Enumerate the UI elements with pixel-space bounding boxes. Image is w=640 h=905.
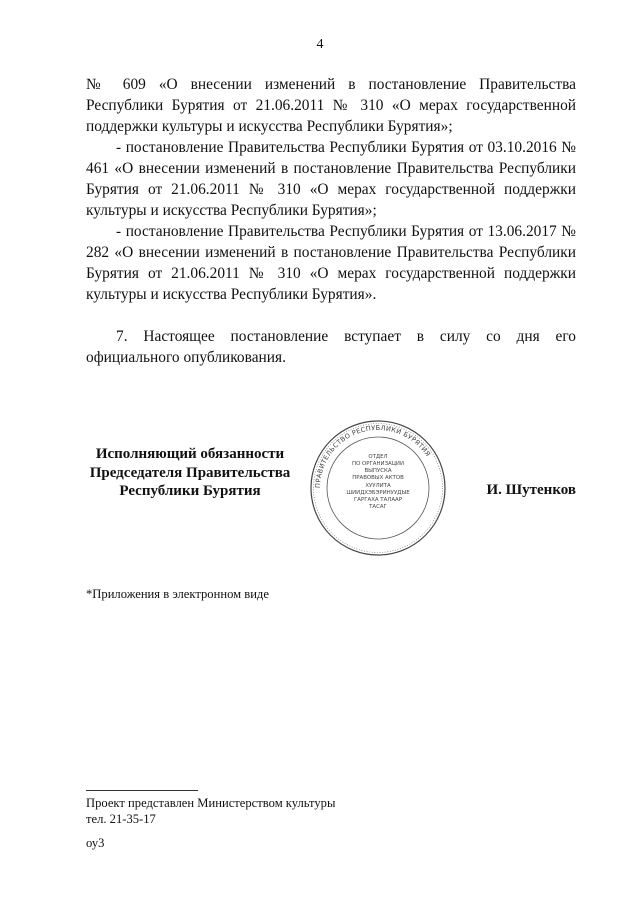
footer-divider	[86, 790, 198, 791]
seal-line-8: ТАСАГ	[369, 504, 387, 510]
seal-center-text	[346, 454, 410, 510]
seal-line-4: ПРАВОВЫХ АКТОВ	[352, 475, 404, 481]
paragraph-1: № 609 «О внесении изменений в постановление Правительства Республики Бурятия от 21.06.2011 № 310 «О мерах государственной поддержки культуры и искусства Республики Бурятия»;	[86, 76, 576, 135]
seal-line-7: ГАРГАХА ТАЛААР	[354, 497, 402, 503]
seal-line-2: ПО ОРГАНИЗАЦИИ	[352, 461, 404, 467]
seal-line-6: ШИИДХЭБЭРИНУУДЫЕ	[346, 490, 410, 496]
seal-ring-textpath: ПРАВИТЕЛЬСТВО РЕСПУБЛИКИ БУРЯТИЯ	[313, 423, 432, 489]
seal-line-1: ОТДЕЛ	[368, 454, 388, 460]
official-seal	[308, 418, 448, 558]
attachments-note: *Приложения в электронном виде	[86, 587, 269, 601]
paragraph-4: 7. Настоящее постановление вступает в силу со дня его официального опубликования.	[86, 328, 576, 366]
footer-code: оу3	[86, 836, 105, 850]
footer-line-1: Проект представлен Министерством культуры	[86, 796, 336, 810]
paragraph-3: - постановление Правительства Республики Бурятия от 13.06.2017 № 282 «О внесении изменений в постановление Правительства Республики Бурятия от 21.06.2011 № 310 «О мерах государственной поддержки культуры и искусства Республики Бурятия».	[86, 223, 576, 303]
paragraph-2: - постановление Правительства Республики Бурятия от 03.10.2016 № 461 «О внесении изменений в постановление Правительства Республики Бурятия от 21.06.2011 № 310 «О мерах государственной поддержки культуры и искусства Республики Бурятия»;	[86, 139, 576, 219]
document-body	[86, 74, 576, 368]
signatory-title-line-1: Исполняющий обязанности	[95, 446, 285, 462]
page-number: 4	[316, 37, 324, 52]
seal-line-5: ХУУЛИТА	[365, 483, 391, 489]
signatory-title-line-2: Председателя Правительства	[89, 464, 291, 481]
signatory-title	[80, 445, 300, 501]
signatory-title-line-3: Республики Бурятия	[119, 483, 261, 499]
footer-info	[86, 795, 335, 827]
seal-line-3: ВЫПУСКА	[364, 468, 392, 474]
footer-line-2: тел. 21-35-17	[86, 812, 156, 826]
signatory-name: И. Шутенков	[486, 482, 576, 498]
